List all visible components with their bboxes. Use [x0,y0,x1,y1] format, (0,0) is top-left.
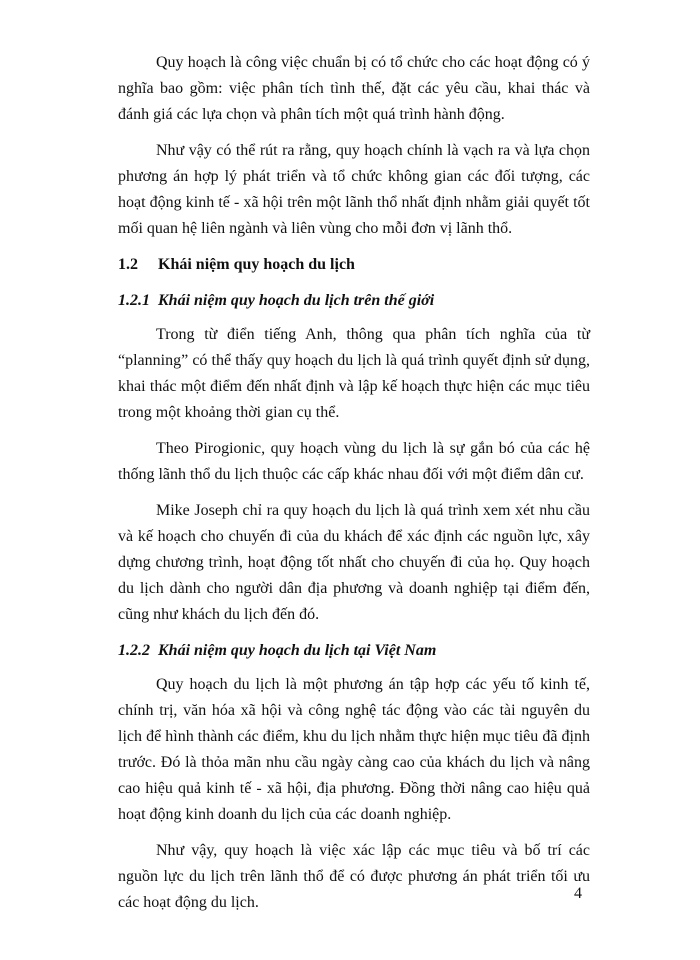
intro-paragraph-1: Quy hoạch là công việc chuẩn bị có tổ chức cho các hoạt động có ý nghĩa bao gồm: việc phân tích tình thế, đặt các yêu cầu, khai thác và đánh giá các lựa chọn và phân tích một quá trình hành động. [118,54,590,123]
section-1-2-2-title: Khái niệm quy hoạch du lịch tại Việt Nam [158,642,437,659]
page-content [118,50,590,926]
section-1-2-number: 1.2 [118,256,138,273]
section-1-2-heading [118,252,590,278]
page-number: 4 [574,885,582,902]
section-1-2-1-number: 1.2.1 [118,292,150,309]
section-1-2-2-number: 1.2.2 [118,642,150,659]
section-1-2-2-heading [118,638,590,664]
section-1-2-1-title: Khái niệm quy hoạch du lịch trên thế giới [158,292,435,309]
section-1-2-1-paragraph-1: Trong từ điển tiếng Anh, thông qua phân tích nghĩa của từ “planning” có thể thấy quy hoạch du lịch là quá trình quyết định sử dụng, khai thác một điểm đến nhất định và lập kế hoạch thực hiện các mục tiêu trong một khoảng thời gian cụ thể. [118,326,590,421]
intro-paragraph-2: Như vậy có thể rút ra rằng, quy hoạch chính là vạch ra và lựa chọn phương án hợp lý phát triển và tổ chức không gian các đối tượng, các hoạt động kinh tế - xã hội trên một lãnh thổ nhất định nhằm giải quyết tốt mối quan hệ liên ngành và liên vùng cho mỗi đơn vị lãnh thổ. [118,142,590,237]
section-1-2-2-paragraph-1: Quy hoạch du lịch là một phương án tập hợp các yếu tố kinh tế, chính trị, văn hóa xã hội và công nghệ tác động vào các tài nguyên du lịch để hình thành các điểm, khu du lịch nhằm thực hiện mục tiêu đã định trước. Đó là thỏa mãn nhu cầu ngày càng cao của khách du lịch và nâng cao hiệu quả kinh tế - xã hội, địa phương. Đồng thời nâng cao hiệu quả hoạt động kinh doanh du lịch của các doanh nghiệp. [118,676,590,823]
section-1-2-1-paragraph-2: Theo Pirogionic, quy hoạch vùng du lịch là sự gắn bó của các hệ thống lãnh thổ du lịch thuộc các cấp khác nhau đối với một điểm dân cư. [118,440,590,483]
section-1-2-2-paragraph-2: Như vậy, quy hoạch là việc xác lập các mục tiêu và bố trí các nguồn lực du lịch trên lãnh thổ để có được phương án phát triển tối ưu các hoạt động du lịch. [118,842,590,911]
section-1-2-1-heading [118,288,590,314]
section-1-2-1-paragraph-3: Mike Joseph chỉ ra quy hoạch du lịch là quá trình xem xét nhu cầu và kế hoạch cho chuyến đi của du khách để xác định các nguồn lực, xây dựng chương trình, hoạt động tốt nhất cho chuyến đi của họ. Quy hoạch du lịch dành cho người dân địa phương và doanh nghiệp tại điểm đến, cũng như khách du lịch đến đó. [118,502,590,623]
section-1-2-title: Khái niệm quy hoạch du lịch [158,256,355,273]
